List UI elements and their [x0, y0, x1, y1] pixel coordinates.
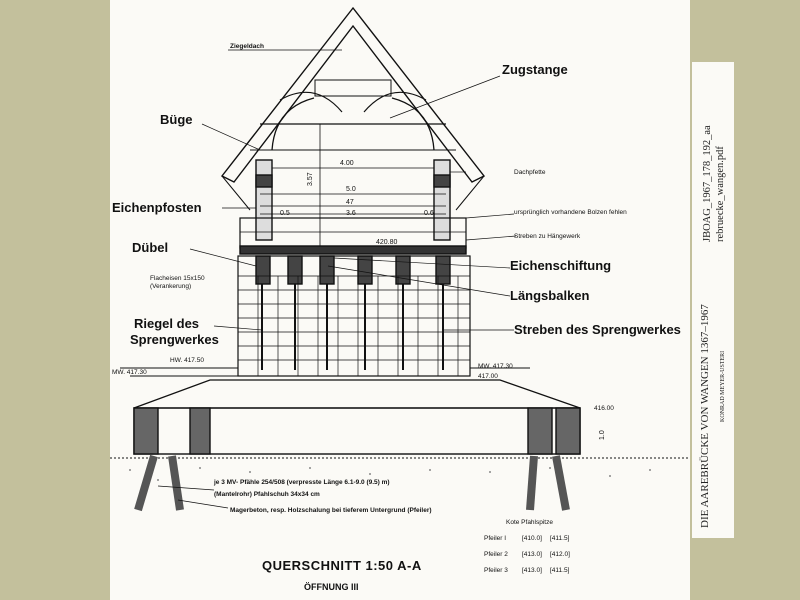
- top-right: 416.00: [594, 405, 614, 412]
- v-right: 417.00: [478, 373, 498, 380]
- pile-row-label: Pfeiler 2: [484, 551, 508, 558]
- card-author: KONRAD MEYER-USTERI: [720, 350, 726, 422]
- citation-card: [692, 62, 734, 538]
- dim-10: 1.0: [599, 430, 606, 440]
- mw-left: MW. 417.30: [112, 369, 147, 376]
- label-laengsbalken: Längsbalken: [510, 288, 590, 303]
- dim-42080: 420.80: [376, 239, 398, 246]
- pile-row-v1: [413.0]: [522, 551, 542, 558]
- cross-section-drawing: [110, 0, 690, 600]
- label-flacheisen: Flacheisen 15x150: [150, 275, 205, 282]
- dim-36: 3.6: [346, 210, 356, 217]
- label-riegel-2: Sprengwerkes: [130, 332, 219, 347]
- label-ziegeldach: Ziegeldach: [230, 43, 264, 50]
- label-streben-haengewerk: Streben zu Hängewerk: [514, 233, 581, 240]
- dim-50: 5.0: [346, 186, 356, 193]
- label-eichenschiftung: Eichenschiftung: [510, 258, 612, 273]
- label-zugstange: Zugstange: [502, 62, 568, 77]
- pile-row-label: Pfeiler I: [484, 535, 507, 542]
- label-mantelrohr: (Mantelrohr) Pfahlschuh 34x34 cm: [214, 491, 320, 498]
- pile-row-label: Pfeiler 3: [484, 567, 508, 574]
- mw-right: MW. 417.30: [478, 363, 513, 370]
- hw-left: HW. 417.50: [170, 357, 204, 364]
- label-riegel-1: Riegel des: [134, 316, 200, 331]
- pile-row-v2: [411.5]: [550, 535, 570, 542]
- dim-06: 0.6: [424, 210, 434, 217]
- roof-outline: [222, 8, 484, 182]
- card-file-line1: JBOAG_1967_178_192_aa: [702, 125, 713, 242]
- pile-table-heading: Kote Pfahlspitze: [506, 519, 553, 526]
- label-duebel: Dübel: [132, 240, 169, 255]
- label-eichenpfosten: Eichenpfosten: [112, 200, 202, 215]
- dim-400: 4.00: [340, 160, 354, 167]
- label-buege: Büge: [160, 112, 193, 127]
- pile-row-v1: [413.0]: [522, 567, 542, 574]
- dim-357: 3.57: [307, 172, 314, 186]
- label-bolzen: ursprünglich vorhandene Bolzen fehlen: [514, 209, 627, 216]
- label-magerbeton: Magerbeton, resp. Holzschalung bei tieferem Untergrund (Pfeiler): [230, 507, 432, 514]
- dim-47: 47: [346, 199, 354, 206]
- label-streben-sprengwerk: Streben des Sprengwerkes: [514, 322, 681, 337]
- label-verankerung: (Verankerung): [150, 283, 192, 290]
- pile-row-v2: [412.0]: [550, 551, 570, 558]
- drawing-title: QUERSCHNITT 1:50 A-A: [262, 558, 422, 573]
- drawing-subtitle: ÖFFNUNG III: [304, 582, 359, 592]
- drawing-sheet: [110, 0, 690, 600]
- card-file-line2: rebruecke_wangen.pdf: [715, 146, 726, 242]
- pile-row-v1: [410.0]: [522, 535, 542, 542]
- label-pfaehle: je 3 MV- Pfähle 254/508 (verpresste Länge 6.1-9.0 (9.5) m): [214, 479, 390, 486]
- citation-card-text: [692, 62, 734, 538]
- pile-row-v2: [411.5]: [550, 567, 570, 574]
- pile-table: [484, 535, 570, 574]
- card-journal-title: DIE AAREBRÜCKE VON WANGEN 1367–1967: [699, 304, 711, 528]
- label-dachpfette: Dachpfette: [514, 169, 546, 176]
- dim-05: 0.5: [280, 210, 290, 217]
